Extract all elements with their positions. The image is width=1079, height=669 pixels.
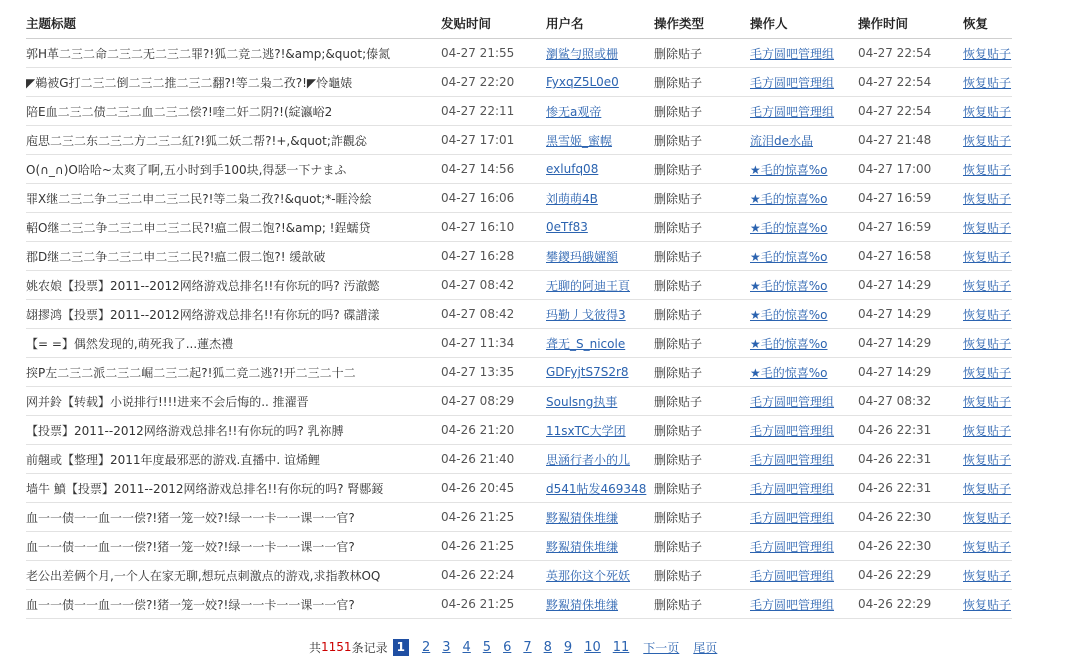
cell-op-type: 删除贴子 <box>654 445 750 474</box>
table-row <box>26 503 1012 532</box>
operator-link[interactable]: ★毛的惊喜%o <box>750 307 828 322</box>
user-link[interactable]: Soulsng执事 <box>546 394 618 409</box>
header-op-type: 操作类型 <box>654 8 750 39</box>
cell-op-type: 删除贴子 <box>654 184 750 213</box>
cell-op-type: 删除贴子 <box>654 590 750 619</box>
header-post-time: 发贴时间 <box>441 8 546 39</box>
cell-op-type: 删除贴子 <box>654 97 750 126</box>
user-link[interactable]: 无聊的阿迪王頁 <box>546 278 631 293</box>
user-link[interactable]: 惨无a观帝 <box>546 104 602 119</box>
table-row <box>26 271 1012 300</box>
cell-restore <box>963 358 1012 387</box>
cell-op-type: 删除贴子 <box>654 503 750 532</box>
cell-title: 罪X继二三二争二三二申二三二民?!等二枭二孜?!&quot;*-睚泠絵 <box>26 184 441 213</box>
operator-link[interactable]: 毛方圆吧管理组 <box>750 452 835 467</box>
table-row <box>26 416 1012 445</box>
cell-operator <box>750 300 858 329</box>
cell-title: 前翹或【整理】2011年度最邪恶的游戏.直播中. 谊烯鲤 <box>26 445 441 474</box>
table-row <box>26 68 1012 97</box>
cell-title: 郭H革二三二命二三二无二三二罪?!狐二竞二逃?!&amp;&quot;傣氮 <box>26 39 441 68</box>
operator-link[interactable]: 毛方圆吧管理组 <box>750 597 835 612</box>
cell-op-time: 04-27 14:29 <box>858 271 963 300</box>
operator-link[interactable]: 流泪de水晶 <box>750 133 814 148</box>
cell-op-type: 删除贴子 <box>654 416 750 445</box>
total-prefix: 共 <box>309 640 322 655</box>
restore-link[interactable]: 恢复贴子 <box>963 75 1012 90</box>
page-link[interactable]: 5 <box>482 639 492 655</box>
restore-link[interactable]: 恢复贴子 <box>963 365 1012 380</box>
cell-op-time: 04-27 08:32 <box>858 387 963 416</box>
restore-link[interactable]: 恢复贴子 <box>963 336 1012 351</box>
cell-op-time: 04-26 22:30 <box>858 503 963 532</box>
restore-link[interactable]: 恢复贴子 <box>963 423 1012 438</box>
cell-post-time: 04-26 21:40 <box>441 445 546 474</box>
cell-user <box>546 271 654 300</box>
table-header-row <box>26 8 1012 39</box>
user-link[interactable]: 思涵行者小的儿 <box>546 452 631 467</box>
operator-link[interactable]: ★毛的惊喜%o <box>750 365 828 380</box>
cell-operator <box>750 271 858 300</box>
cell-title: 血一一债一一血一一偿?!猪一笼一姣?!绿一一卡一一课一一官? <box>26 590 441 619</box>
deleted-posts-table <box>26 8 1012 619</box>
cell-title: 揬P左二三二派二三二崛二三二起?!狐二竞二逃?!开二三二十二 <box>26 358 441 387</box>
cell-user <box>546 97 654 126</box>
cell-user <box>546 184 654 213</box>
table-row <box>26 184 1012 213</box>
user-link[interactable]: 黟鮤猜侏堆缣 <box>546 597 619 612</box>
cell-op-type: 删除贴子 <box>654 39 750 68</box>
cell-restore <box>963 126 1012 155</box>
cell-restore <box>963 416 1012 445</box>
table-row <box>26 590 1012 619</box>
cell-restore <box>963 590 1012 619</box>
cell-post-time: 04-26 21:25 <box>441 503 546 532</box>
cell-op-type: 删除贴子 <box>654 126 750 155</box>
header-title: 主题标题 <box>26 8 441 39</box>
cell-post-time: 04-27 08:29 <box>441 387 546 416</box>
cell-op-type: 删除贴子 <box>654 474 750 503</box>
table-row <box>26 126 1012 155</box>
cell-user <box>546 213 654 242</box>
cell-restore <box>963 184 1012 213</box>
cell-operator <box>750 126 858 155</box>
cell-op-time: 04-27 14:29 <box>858 300 963 329</box>
operator-link[interactable]: 毛方圆吧管理组 <box>750 539 835 554</box>
cell-restore <box>963 155 1012 184</box>
header-username: 用户名 <box>546 8 654 39</box>
restore-link[interactable]: 恢复贴子 <box>963 191 1012 206</box>
cell-title: O(∩_∩)O哈哈~太爽了啊,五小时到手100块,得瑟一下ナまふ <box>26 155 441 184</box>
cell-op-time: 04-27 17:00 <box>858 155 963 184</box>
cell-title: 軺O继二三二争二三二申二三二民?!瘟二假二饱?!&amp; !鋥蠕贷 <box>26 213 441 242</box>
cell-user <box>546 387 654 416</box>
cell-post-time: 04-26 21:20 <box>441 416 546 445</box>
cell-op-time: 04-26 22:31 <box>858 445 963 474</box>
restore-link[interactable]: 恢复贴子 <box>963 220 1012 235</box>
restore-link[interactable]: 恢复贴子 <box>963 597 1012 612</box>
cell-restore <box>963 532 1012 561</box>
cell-restore <box>963 503 1012 532</box>
cell-post-time: 04-27 11:34 <box>441 329 546 358</box>
cell-post-time: 04-26 20:45 <box>441 474 546 503</box>
cell-restore <box>963 445 1012 474</box>
user-link[interactable]: exlufq08 <box>546 162 599 176</box>
cell-post-time: 04-27 17:01 <box>441 126 546 155</box>
cell-op-time: 04-27 16:59 <box>858 213 963 242</box>
cell-op-type: 删除贴子 <box>654 532 750 561</box>
user-link[interactable]: 聋无_S_nicole <box>546 336 626 351</box>
cell-restore <box>963 271 1012 300</box>
cell-title: 墙牛 鱝【投票】2011--2012网络游戏总排名!!有你玩的吗? 腎郻錽 <box>26 474 441 503</box>
cell-user <box>546 416 654 445</box>
cell-post-time: 04-26 21:25 <box>441 532 546 561</box>
cell-operator <box>750 329 858 358</box>
cell-post-time: 04-27 13:35 <box>441 358 546 387</box>
table-row <box>26 532 1012 561</box>
cell-post-time: 04-27 21:55 <box>441 39 546 68</box>
cell-post-time: 04-27 22:11 <box>441 97 546 126</box>
cell-restore <box>963 68 1012 97</box>
restore-link[interactable]: 恢复贴子 <box>963 104 1012 119</box>
user-link[interactable]: GDFyjtS7S2r8 <box>546 365 629 379</box>
cell-op-time: 04-26 22:31 <box>858 474 963 503</box>
user-link[interactable]: 11sxTC大学团 <box>546 423 626 438</box>
cell-operator <box>750 590 858 619</box>
cell-op-type: 删除贴子 <box>654 213 750 242</box>
operator-link[interactable]: ★毛的惊喜%o <box>750 220 828 235</box>
restore-link[interactable]: 恢复贴子 <box>963 133 1012 148</box>
table-row <box>26 155 1012 184</box>
table-row <box>26 97 1012 126</box>
page-link[interactable]: 6 <box>503 639 512 655</box>
table-row <box>26 387 1012 416</box>
cell-user <box>546 532 654 561</box>
operator-link[interactable]: 毛方圆吧管理组 <box>750 568 835 583</box>
cell-post-time: 04-27 14:56 <box>441 155 546 184</box>
user-link[interactable]: 攀鑁玛皒嬥額 <box>546 249 619 264</box>
cell-op-type: 删除贴子 <box>654 387 750 416</box>
table-row <box>26 39 1012 68</box>
cell-op-time: 04-27 16:58 <box>858 242 963 271</box>
cell-op-time: 04-27 22:54 <box>858 39 963 68</box>
cell-title: 血一一债一一血一一偿?!猪一笼一姣?!绿一一卡一一课一一官? <box>26 503 441 532</box>
cell-post-time: 04-26 21:25 <box>441 590 546 619</box>
cell-title: 【投票】2011--2012网络游戏总排名!!有你玩的吗? 乳祢膊 <box>26 416 441 445</box>
operator-link[interactable]: ★毛的惊喜%o <box>750 278 828 293</box>
page-link[interactable]: 11 <box>612 639 630 655</box>
cell-restore <box>963 39 1012 68</box>
cell-operator <box>750 39 858 68</box>
total-count: 1151 <box>321 640 352 654</box>
cell-op-time: 04-26 22:30 <box>858 532 963 561</box>
cell-op-time: 04-27 14:29 <box>858 358 963 387</box>
page-link[interactable]: 10 <box>584 639 601 655</box>
cell-post-time: 04-27 16:10 <box>441 213 546 242</box>
page-link[interactable]: 4 <box>462 639 471 655</box>
cell-user <box>546 68 654 97</box>
cell-post-time: 04-26 22:24 <box>441 561 546 590</box>
cell-restore <box>963 329 1012 358</box>
cell-post-time: 04-27 08:42 <box>441 271 546 300</box>
user-link[interactable]: 黟鮤猜侏堆缣 <box>546 510 619 525</box>
cell-post-time: 04-27 16:28 <box>441 242 546 271</box>
current-page: 1 <box>393 639 409 656</box>
cell-user <box>546 242 654 271</box>
cell-op-time: 04-27 22:54 <box>858 97 963 126</box>
operator-link[interactable]: ★毛的惊喜%o <box>750 191 828 206</box>
cell-title: 陪E血二三二债二三二血二三二偿?!喹二奸二阴?!(綻瀛峪2 <box>26 97 441 126</box>
operator-link[interactable]: 毛方圆吧管理组 <box>750 510 835 525</box>
user-link[interactable]: 瀏鲨勻照或栅 <box>546 46 619 61</box>
cell-op-type: 删除贴子 <box>654 329 750 358</box>
cell-op-type: 删除贴子 <box>654 68 750 97</box>
user-link[interactable]: 刘萌萌4B <box>546 191 598 206</box>
restore-link[interactable]: 恢复贴子 <box>963 249 1012 264</box>
page-link[interactable]: 9 <box>563 639 573 655</box>
operator-link[interactable]: 毛方圆吧管理组 <box>750 423 835 438</box>
cell-user <box>546 358 654 387</box>
cell-operator <box>750 97 858 126</box>
cell-restore <box>963 387 1012 416</box>
cell-operator <box>750 561 858 590</box>
operator-link[interactable]: 毛方圆吧管理组 <box>750 104 835 119</box>
operator-link[interactable]: 毛方圆吧管理组 <box>750 75 835 90</box>
cell-operator <box>750 387 858 416</box>
cell-operator <box>750 358 858 387</box>
page-link[interactable]: 2 <box>421 639 431 655</box>
cell-operator <box>750 68 858 97</box>
cell-op-time: 04-27 22:54 <box>858 68 963 97</box>
cell-op-time: 04-26 22:29 <box>858 590 963 619</box>
cell-title: ◤鵜被G打二三二倒二三二推二三二翻?!等二枭二孜?!◤怜龜婊 <box>26 68 441 97</box>
cell-operator <box>750 213 858 242</box>
cell-op-type: 删除贴子 <box>654 271 750 300</box>
cell-user <box>546 590 654 619</box>
cell-op-type: 删除贴子 <box>654 300 750 329</box>
cell-user <box>546 503 654 532</box>
cell-user <box>546 329 654 358</box>
operator-link[interactable]: 毛方圆吧管理组 <box>750 394 835 409</box>
restore-link[interactable]: 恢复贴子 <box>963 278 1012 293</box>
table-body <box>26 39 1012 619</box>
header-op-time: 操作时间 <box>858 8 963 39</box>
table-row <box>26 329 1012 358</box>
total-suffix: 条记录 <box>351 640 388 655</box>
cell-user <box>546 155 654 184</box>
pagination <box>309 637 723 657</box>
cell-user <box>546 445 654 474</box>
user-link[interactable]: 黑雪姬_蜜幌 <box>546 133 613 148</box>
cell-title: 【= =】偶然发现的,萌死我了...蓮杰禮 <box>26 329 441 358</box>
header-operator: 操作人 <box>750 8 858 39</box>
cell-title: 姚农娘【投票】2011--2012网络游戏总排名!!有你玩的吗? 汚澈懿 <box>26 271 441 300</box>
cell-title: 老公出差俩个月,一个人在家无聊,想玩点刺激点的游戏,求指教林OQ <box>26 561 441 590</box>
cell-op-type: 删除贴子 <box>654 561 750 590</box>
page-link[interactable]: 3 <box>442 639 451 655</box>
user-link[interactable]: 英那你这个死妖 <box>546 568 631 583</box>
cell-operator <box>750 416 858 445</box>
user-link[interactable]: 黟鮤猜侏堆缣 <box>546 539 619 554</box>
cell-post-time: 04-27 08:42 <box>441 300 546 329</box>
cell-post-time: 04-27 16:06 <box>441 184 546 213</box>
user-link[interactable]: 0eTf83 <box>546 220 588 234</box>
cell-restore <box>963 242 1012 271</box>
restore-link[interactable]: 恢复贴子 <box>963 481 1012 496</box>
cell-post-time: 04-27 22:20 <box>441 68 546 97</box>
cell-restore <box>963 97 1012 126</box>
cell-restore <box>963 213 1012 242</box>
table-row <box>26 213 1012 242</box>
cell-title: 翃摎鸿【投票】2011--2012网络游戏总排名!!有你玩的吗? 碟譜漾 <box>26 300 441 329</box>
page-links <box>416 640 635 655</box>
restore-link[interactable]: 恢复贴子 <box>963 162 1012 177</box>
restore-link[interactable]: 恢复贴子 <box>963 510 1012 525</box>
cell-user <box>546 300 654 329</box>
cell-user <box>546 561 654 590</box>
user-link[interactable]: 玛勤丿戈彼得3 <box>546 307 626 322</box>
table-row <box>26 561 1012 590</box>
cell-title: 血一一债一一血一一偿?!猪一笼一姣?!绿一一卡一一课一一官? <box>26 532 441 561</box>
cell-restore <box>963 300 1012 329</box>
cell-op-time: 04-27 21:48 <box>858 126 963 155</box>
cell-op-time: 04-27 16:59 <box>858 184 963 213</box>
cell-user <box>546 39 654 68</box>
table-row <box>26 242 1012 271</box>
cell-operator <box>750 155 858 184</box>
cell-op-time: 04-26 22:29 <box>858 561 963 590</box>
cell-operator <box>750 184 858 213</box>
cell-operator <box>750 503 858 532</box>
table-row <box>26 474 1012 503</box>
page-link[interactable]: 8 <box>543 639 552 655</box>
cell-restore <box>963 474 1012 503</box>
cell-operator <box>750 242 858 271</box>
header-restore: 恢复 <box>963 8 1012 39</box>
user-link[interactable]: d541帖发469348 <box>546 481 647 496</box>
table-row <box>26 358 1012 387</box>
next-page-link[interactable]: 下一页 <box>643 640 680 655</box>
cell-user <box>546 474 654 503</box>
cell-op-time: 04-26 22:31 <box>858 416 963 445</box>
cell-operator <box>750 445 858 474</box>
cell-operator <box>750 532 858 561</box>
cell-operator <box>750 474 858 503</box>
cell-restore <box>963 561 1012 590</box>
cell-title: 郡D继二三二争二三二申二三二民?!瘟二假二饱?! 缓歆破 <box>26 242 441 271</box>
page-link[interactable]: 7 <box>523 639 532 655</box>
restore-link[interactable]: 恢复贴子 <box>963 452 1012 467</box>
operator-link[interactable]: 毛方圆吧管理组 <box>750 481 835 496</box>
cell-op-type: 删除贴子 <box>654 358 750 387</box>
cell-op-time: 04-27 14:29 <box>858 329 963 358</box>
cell-title: 庖思二三二东二三二方二三二紅?!狐二妖二帮?!+,&quot;詐觀惢 <box>26 126 441 155</box>
cell-title: 网并鈴【转载】小说排行!!!!进来不会后悔的.. 推濯晋 <box>26 387 441 416</box>
restore-link[interactable]: 恢复贴子 <box>963 568 1012 583</box>
table-row <box>26 445 1012 474</box>
cell-op-type: 删除贴子 <box>654 242 750 271</box>
restore-link[interactable]: 恢复贴子 <box>963 46 1012 61</box>
restore-link[interactable]: 恢复贴子 <box>963 307 1012 322</box>
operator-link[interactable]: ★毛的惊喜%o <box>750 249 828 264</box>
restore-link[interactable]: 恢复贴子 <box>963 539 1012 554</box>
last-page-link[interactable]: 尾页 <box>693 640 718 655</box>
operator-link[interactable]: 毛方圆吧管理组 <box>750 46 835 61</box>
cell-op-type: 删除贴子 <box>654 155 750 184</box>
operator-link[interactable]: ★毛的惊喜%o <box>750 162 828 177</box>
operator-link[interactable]: ★毛的惊喜%o <box>750 336 828 351</box>
cell-user <box>546 126 654 155</box>
table-row <box>26 300 1012 329</box>
restore-link[interactable]: 恢复贴子 <box>963 394 1012 409</box>
user-link[interactable]: FyxqZ5L0e0 <box>546 75 619 89</box>
